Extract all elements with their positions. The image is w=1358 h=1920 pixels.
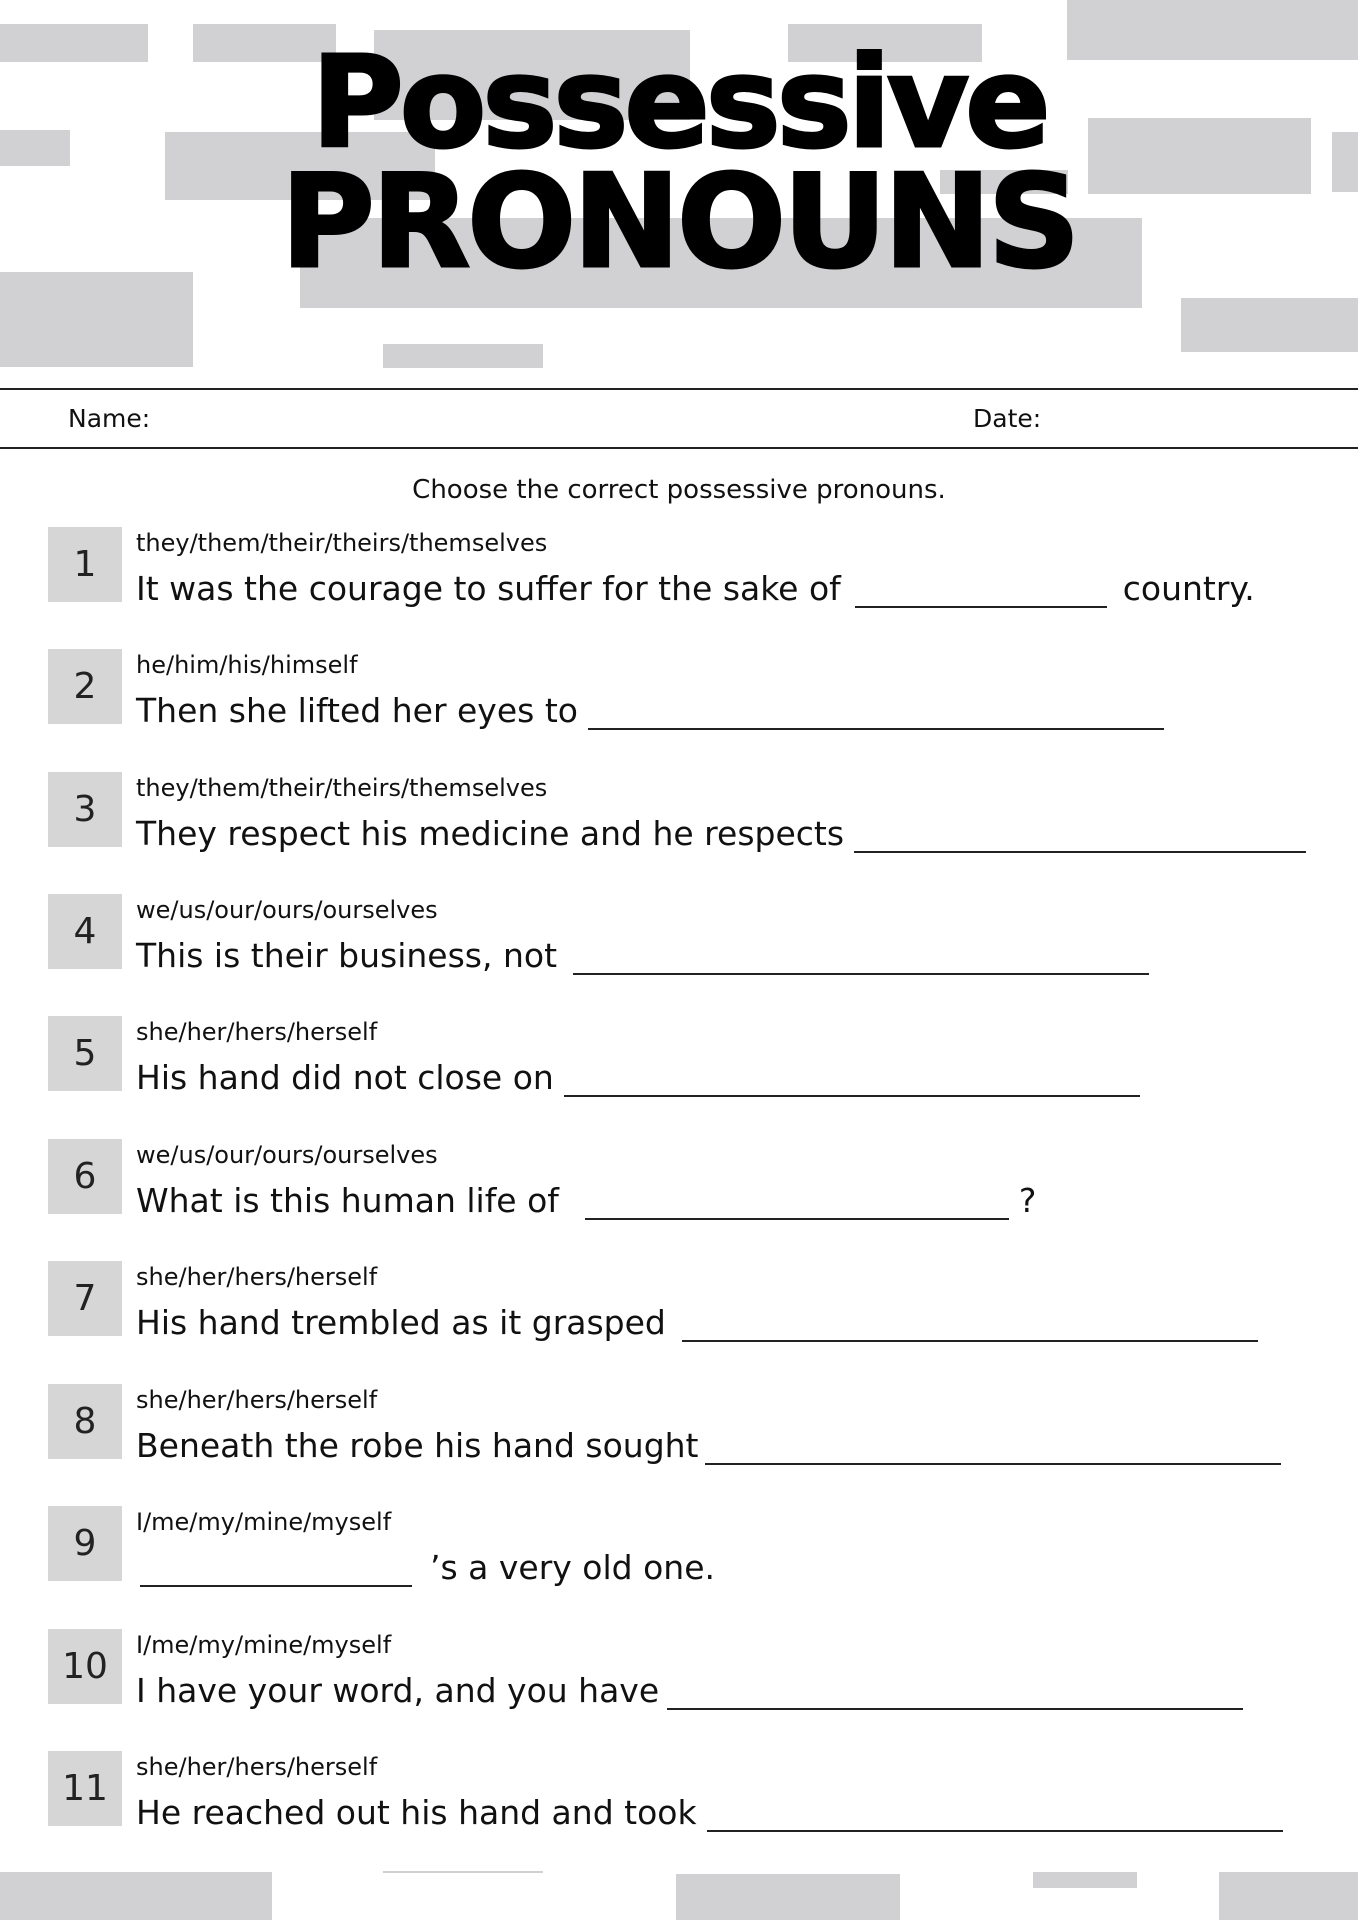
sentence-before-blank: This is their business, not	[136, 936, 558, 975]
sentence	[136, 691, 1174, 730]
worksheet-title	[0, 29, 1358, 297]
sentence	[136, 569, 1255, 608]
question-number: 3	[48, 772, 122, 847]
sentence-after-blank: ’s a very old one.	[430, 1548, 715, 1587]
question-item	[48, 1016, 1318, 1116]
pronoun-choices: she/her/hers/herself	[136, 1386, 378, 1414]
decorative-block	[1219, 1872, 1358, 1920]
answer-blank[interactable]	[573, 943, 1149, 975]
sentence-before-blank: What is this human life of	[136, 1181, 559, 1220]
question-number: 11	[48, 1751, 122, 1826]
question-item	[48, 1261, 1318, 1361]
header-bottom-rule	[0, 447, 1358, 449]
answer-blank[interactable]	[585, 1188, 1009, 1220]
pronoun-choices: he/him/his/himself	[136, 651, 358, 679]
decorative-block	[676, 1874, 900, 1920]
pronoun-choices: she/her/hers/herself	[136, 1018, 378, 1046]
question-item	[48, 1139, 1318, 1239]
title-line-2: PRONOUNS	[280, 148, 1078, 297]
sentence-before-blank: His hand did not close on	[136, 1058, 554, 1097]
question-number: 9	[48, 1506, 122, 1581]
pronoun-choices: she/her/hers/herself	[136, 1263, 378, 1291]
instructions: Choose the correct possessive pronouns.	[412, 475, 946, 505]
question-item	[48, 1506, 1318, 1606]
sentence	[136, 1058, 1150, 1097]
title-line-1: Possessive	[311, 29, 1047, 176]
question-item	[48, 649, 1318, 749]
sentence-after-blank: country.	[1122, 569, 1255, 608]
question-number: 10	[48, 1629, 122, 1704]
answer-blank[interactable]	[667, 1678, 1243, 1710]
question-number: 8	[48, 1384, 122, 1459]
decorative-block	[1033, 1872, 1137, 1888]
question-number: 4	[48, 894, 122, 969]
question-item	[48, 527, 1318, 627]
question-item	[48, 1751, 1318, 1851]
sentence	[136, 1303, 1268, 1342]
sentence	[136, 1548, 715, 1587]
sentence-before-blank: Then she lifted her eyes to	[136, 691, 578, 730]
question-number: 6	[48, 1139, 122, 1214]
sentence	[136, 936, 1159, 975]
answer-blank[interactable]	[855, 576, 1107, 608]
answer-blank[interactable]	[140, 1555, 412, 1587]
question-item	[48, 772, 1318, 872]
decorative-block	[1181, 298, 1358, 352]
answer-blank[interactable]	[707, 1800, 1283, 1832]
pronoun-choices: I/me/my/mine/myself	[136, 1508, 392, 1536]
answer-blank[interactable]	[705, 1433, 1281, 1465]
answer-blank[interactable]	[682, 1310, 1258, 1342]
question-item	[48, 1384, 1318, 1484]
question-number: 2	[48, 649, 122, 724]
name-label: Name:	[68, 404, 151, 433]
sentence-before-blank: He reached out his hand and took	[136, 1793, 697, 1832]
answer-blank[interactable]	[564, 1065, 1140, 1097]
sentence-before-blank: Beneath the robe his hand sought	[136, 1426, 699, 1465]
sentence	[136, 1181, 1036, 1220]
sentence-before-blank: They respect his medicine and he respects	[136, 814, 845, 853]
header-top-rule	[0, 388, 1358, 390]
question-item	[48, 894, 1318, 994]
answer-blank[interactable]	[854, 821, 1306, 853]
question-number: 7	[48, 1261, 122, 1336]
pronoun-choices: I/me/my/mine/myself	[136, 1631, 392, 1659]
sentence-before-blank: I have your word, and you have	[136, 1671, 660, 1710]
decorative-block	[0, 1872, 272, 1920]
sentence-before-blank: His hand trembled as it grasped	[136, 1303, 666, 1342]
sentence	[136, 1426, 1291, 1465]
date-label: Date:	[973, 404, 1042, 433]
pronoun-choices: she/her/hers/herself	[136, 1753, 378, 1781]
decorative-block	[383, 1871, 543, 1873]
answer-blank[interactable]	[588, 698, 1164, 730]
pronoun-choices: they/them/their/theirs/themselves	[136, 529, 548, 557]
pronoun-choices: they/them/their/theirs/themselves	[136, 774, 548, 802]
sentence-after-blank: ?	[1018, 1181, 1037, 1220]
sentence	[136, 814, 1316, 853]
sentence	[136, 1671, 1253, 1710]
pronoun-choices: we/us/our/ours/ourselves	[136, 896, 438, 924]
sentence	[136, 1793, 1293, 1832]
question-number: 5	[48, 1016, 122, 1091]
pronoun-choices: we/us/our/ours/ourselves	[136, 1141, 438, 1169]
question-item	[48, 1629, 1318, 1729]
question-number: 1	[48, 527, 122, 602]
decorative-block	[383, 344, 543, 368]
sentence-before-blank: It was the courage to suffer for the sake of	[136, 569, 841, 608]
